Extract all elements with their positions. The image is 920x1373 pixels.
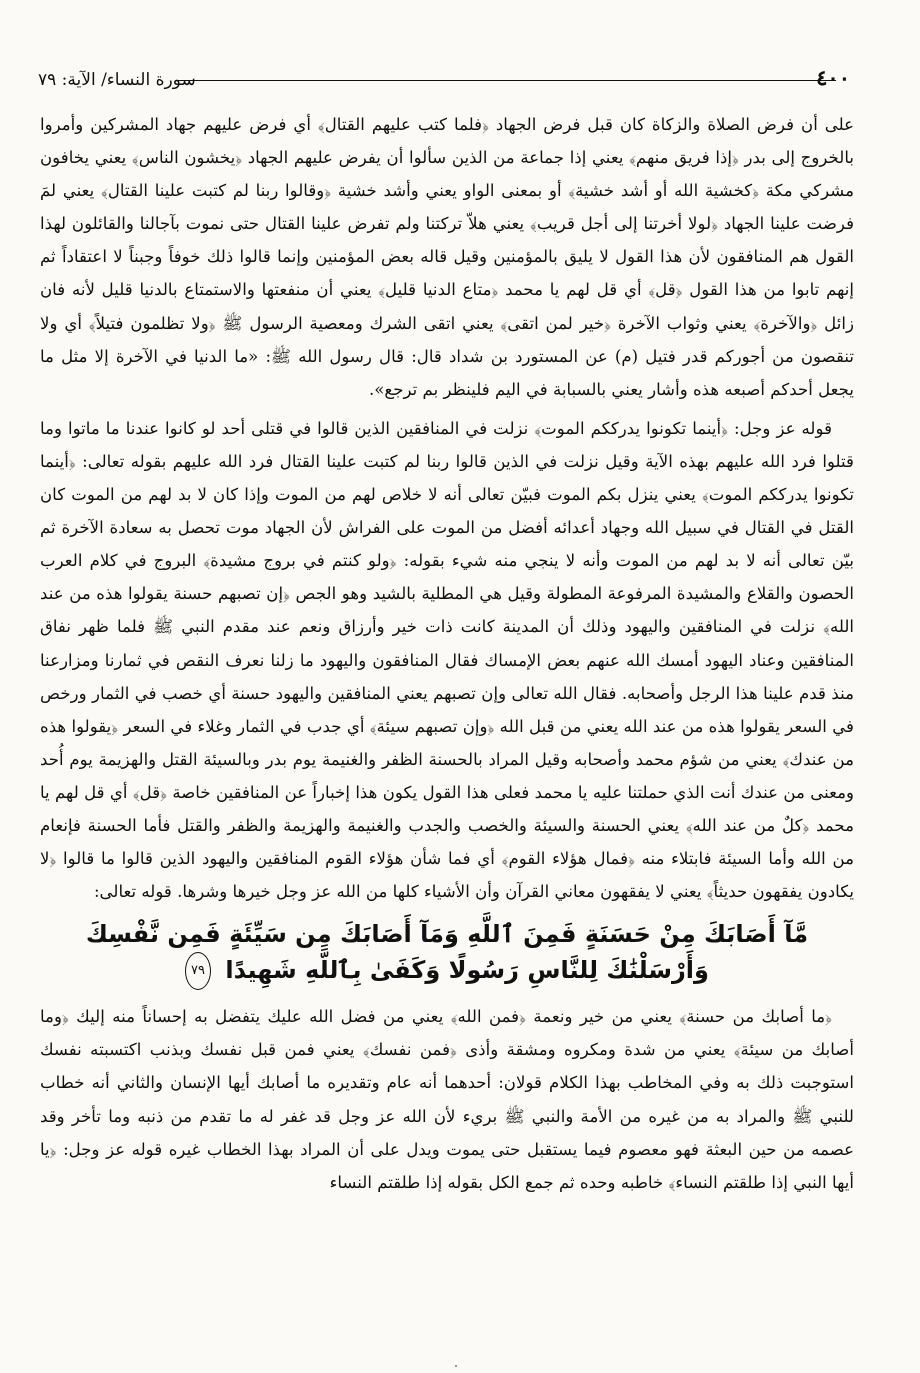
scan-speck [455,1365,457,1367]
verse-text: مَّآ أَصَابَكَ مِنْ حَسَنَةٍ فَمِنَ ٱللَّهِ وَمَآ أَصَابَكَ مِن سَيِّئَةٍ فَمِن نَّفْسِكَ وَأَرْسَلْنَٰكَ لِلنَّاسِ رَسُولًا وَكَفَىٰ بِٱللَّهِ شَهِيدًا [85,920,809,985]
quran-verse [40,916,854,990]
page-number: ٤٠٠ [816,65,850,90]
page-body [40,108,854,1199]
paragraph-3: ﴿ما أصابك من حسنة﴾ يعني من خير ونعمة ﴿فمن الله﴾ يعني من فضل الله عليك يتفضل به إحساناً منه إليك ﴿وما أصابك من سيئة﴾ يعني من شدة ومكروه ومشقة وأذى ﴿فمن نفسك﴾ يعني فمن قبل نفسك وبذنب اكتسبته نفسك استوجبت ذلك به وفي المخاطب بهذا الكلام قولان: أحدهما أنه عام وتقديره ما أصابك أيها الإنسان والثاني أنه خطاب للنبي ﷺ والمراد به من غيره من الأمة والنبي ﷺ بريء لأن الله عز وجل قد غفر له ما تقدم من ذنبه وما تأخر وقد عصمه من حين البعثة فهو معصوم فيما يستقبل حتى يموت ويدل على أن المراد بهذا الخطاب غيره قوله عز وجل: ﴿يا أيها النبي إذا طلقتم النساء﴾ خاطبه وحده ثم جمع الكل بقوله إذا طلقتم النساء [40,1007,854,1192]
paragraph-2: قوله عز وجل: ﴿أينما تكونوا يدرككم الموت﴾ نزلت في المنافقين الذين قالوا في قتلى أحد لو كانوا عندنا ما ماتوا وما قتلوا فرد الله عليهم بهذه الآية وقيل نزلت في الذين قالوا ربنا لم كتبت علينا القتال فرد الله عليهم بقوله تعالى: ﴿أينما تكونوا يدرككم الموت﴾ يعني ينزل بكم الموت فبيّن تعالى أنه لا خلاص لهم من الموت وإذا كان لا بد لهم من الموت كان القتل في القتال في سبيل الله وجهاد أعدائه أفضل من الموت على الفراش لأن الجهاد موت تحصل به سعادة الآخرة ثم بيّن تعالى أنه لا بد لهم من الموت وأنه لا ينجي منه شيء بقوله: ﴿ولو كنتم في بروج مشيدة﴾ البروج في كلام العرب الحصون والقلاع والمشيدة المرفوعة المطولة وقيل هي المطلية بالشيد وهو الجص ﴿إن تصبهم حسنة يقولوا هذه من عند الله﴾ نزلت في المنافقين واليهود وذلك أن المدينة كانت ذات خير وأرزاق ونعم عند مقدم النبي ﷺ فلما ظهر نفاق المنافقين وعناد اليهود أمسك الله عنهم بعض الإمساك فقال المنافقون واليهود ما زلنا نعرف النقص في ثمارنا ومزارعنا منذ قدم علينا هذا الرجل وأصحابه. فقال الله تعالى وإن تصبهم يعني المنافقين واليهود حسنة أي خصب في الثمار ورخص في السعر يقولوا هذه من عند الله يعني من قبل الله ﴿وإن تصبهم سيئة﴾ أي جدب في الثمار وغلاء في السعر ﴿يقولوا هذه من عندك﴾ يعني من شؤم محمد وأصحابه وقيل المراد بالحسنة الظفر والغنيمة يوم بدر وبالسيئة القتل والهزيمة يوم أُحد ومعنى من عندك أنت الذي حملتنا عليه يا محمد فعلى هذا القول يكون هذا إخباراً عن المنافقين خاصة ﴿قل﴾ أي قل لهم يا محمد ﴿كلٌ من عند الله﴾ يعني الحسنة والسيئة والخصب والجدب والغنيمة والهزيمة والظفر والقتل فأما الحسنة فإنعام من الله وأما السيئة فابتلاء منه ﴿فمال هؤلاء القوم﴾ أي فما شأن هؤلاء القوم المنافقين واليهود الذين قالوا ما قالوا ﴿لا يكادون يفقهون حديثاً﴾ يعني لا يفقهون معاني القرآن وأن الأشياء كلها من الله عز وجل خيرها وشرها. قوله تعالى: [40,418,854,902]
header-rule [178,80,836,81]
paragraph-1: على أن فرض الصلاة والزكاة كان قبل فرض الجهاد ﴿فلما كتب عليهم القتال﴾ أي فرض عليهم جهاد المشركين وأمروا بالخروج إلى بدر ﴿إذا فريق منهم﴾ يعني إذا جماعة من الذين سألوا أن يفرض عليهم الجهاد ﴿يخشون الناس﴾ يعني يخافون مشركي مكة ﴿كخشية الله أو أشد خشية﴾ أو بمعنى الواو يعني وأشد خشية ﴿وقالوا ربنا لم كتبت علينا القتال﴾ يعني لمَ فرضت علينا الجهاد ﴿لولا أخرتنا إلى أجل قريب﴾ يعني هلاّ تركتنا ولم تفرض علينا القتال حتى نموت بآجالنا والقائلون لهذا القول هم المنافقون لأن هذا القول لا يليق بالمؤمنين وقيل قاله بعض المؤمنين وإنما قالوا ذلك خوفاً وجبناً لا اعتقاداً ثم إنهم تابوا من هذا القول ﴿قل﴾ أي قل لهم يا محمد ﴿متاع الدنيا قليل﴾ يعني أن منفعتها والاستمتاع بالدنيا قليل لأنه فان زائل ﴿والآخرة﴾ يعني وثواب الآخرة ﴿خير لمن اتقى﴾ يعني اتقى الشرك ومعصية الرسول ﷺ ﴿ولا تظلمون فتيلاً﴾ أي ولا تنقصون من أجوركم قدر فتيل (م) عن المستورد بن شداد قال: قال رسول الله ﷺ: «ما الدنيا في الآخرة إلا مثل ما يجعل أحدكم أصبعه هذه وأشار يعني بالسبابة في اليم فلينظر بم ترجع». [40,115,854,399]
page-header [38,60,850,90]
verse-number-marker: ٧٩ [185,952,211,990]
running-title: سورة النساء/ الآية: ٧٩ [38,70,196,90]
